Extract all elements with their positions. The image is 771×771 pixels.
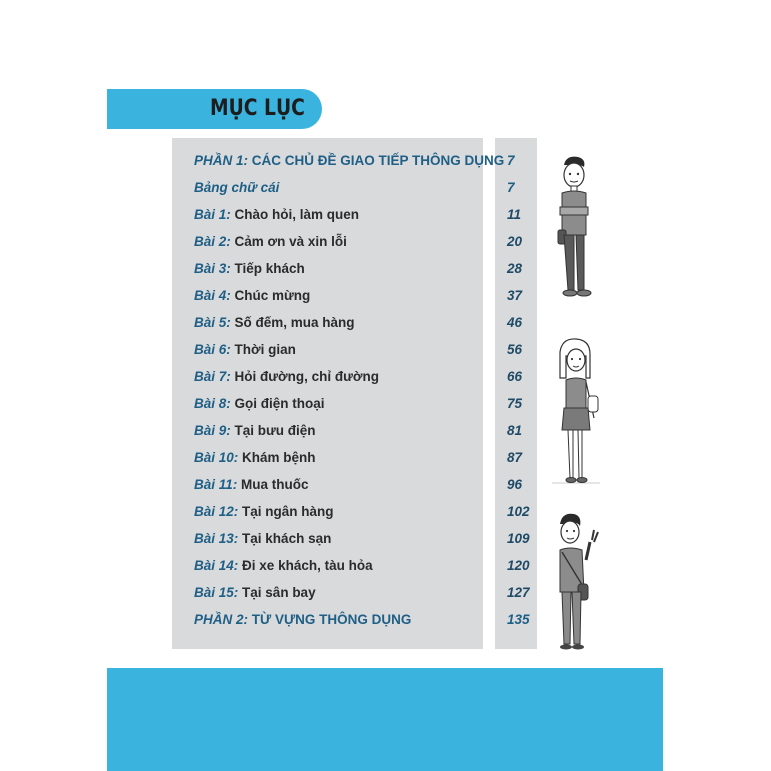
toc-entry-prefix: Bài 15: [194, 585, 239, 600]
toc-page-number: 135 [507, 612, 530, 627]
toc-entry-prefix: Bài 4: [194, 288, 231, 303]
man-peace-sign-figure [550, 512, 602, 652]
toc-entry-prefix: Bài 11: [194, 477, 238, 492]
toc-page-number: 56 [507, 342, 523, 357]
toc-entry-title: CÁC CHỦ ĐỀ GIAO TIẾP THÔNG DỤNG [251, 153, 505, 168]
toc-page-number: 7 [507, 153, 515, 168]
toc-entry [194, 340, 534, 360]
toc-entry-title: Gọi điện thoại [234, 396, 325, 411]
page-title: MỤC LỤC [210, 96, 305, 121]
toc-page-number: 87 [507, 450, 523, 465]
toc-entry-title: Hỏi đường, chỉ đường [234, 369, 380, 384]
toc-entry-title: Mua thuốc [241, 477, 309, 492]
toc-entry-title: Khám bệnh [242, 450, 316, 465]
toc-entry [194, 178, 534, 198]
toc-page-number: 120 [507, 558, 530, 573]
toc-entry [194, 421, 534, 441]
toc-page-number: 28 [507, 261, 523, 276]
toc-page-number: 66 [507, 369, 523, 384]
toc-entry-prefix: Bài 9: [194, 423, 231, 438]
toc-page-number: 75 [507, 396, 523, 411]
toc-entry-title: Bảng chữ cái [194, 180, 280, 195]
toc-entry [194, 556, 534, 576]
toc-page-number: 81 [507, 423, 523, 438]
toc-page-number: 20 [507, 234, 523, 249]
toc-entry-prefix: Bài 13: [194, 531, 239, 546]
toc-page-number: 127 [507, 585, 530, 600]
toc-entry-title: Cảm ơn và xin lỗi [234, 234, 347, 249]
toc-entry-prefix: Bài 12: [194, 504, 239, 519]
toc-entry [194, 502, 534, 522]
toc-entry-prefix: Bài 8: [194, 396, 231, 411]
toc-entry [194, 313, 534, 333]
toc-entry-prefix: Bài 14: [194, 558, 239, 573]
toc-entry-prefix: PHẦN 1: [194, 153, 249, 168]
toc-entry-prefix: Bài 1: [194, 207, 231, 222]
toc-entry [194, 151, 534, 171]
toc-entry-prefix: Bài 7: [194, 369, 231, 384]
toc-page-number: 46 [507, 315, 523, 330]
toc-entry-title: Tại sân bay [242, 585, 316, 600]
toc-entry [194, 286, 534, 306]
toc-entry [194, 583, 534, 603]
toc-page-number: 37 [507, 288, 523, 303]
toc-page-number: 96 [507, 477, 523, 492]
toc-entry-title: Tại ngân hàng [242, 504, 334, 519]
toc-entry [194, 394, 534, 414]
toc-entry-title: Tiếp khách [234, 261, 305, 276]
toc-entry [194, 475, 534, 495]
toc-page-number: 109 [507, 531, 530, 546]
bottom-band [107, 668, 663, 771]
toc-entry [194, 448, 534, 468]
toc-entry-prefix: Bài 6: [194, 342, 231, 357]
woman-with-bag-figure [550, 338, 602, 486]
toc-entry-prefix: Bài 3: [194, 261, 231, 276]
toc-entry-title: Đi xe khách, tàu hỏa [242, 558, 373, 573]
toc-entry [194, 205, 534, 225]
toc-entry-prefix: Bài 10: [194, 450, 239, 465]
toc-entry-title: Tại bưu điện [234, 423, 316, 438]
man-with-arms-crossed-figure [552, 155, 602, 300]
toc-entry-title: Thời gian [234, 342, 296, 357]
toc-page-number: 11 [507, 207, 522, 222]
toc-entry-title: Chào hỏi, làm quen [234, 207, 360, 222]
toc-entry [194, 529, 534, 549]
toc-entry-title: Chúc mừng [234, 288, 311, 303]
toc-entry [194, 259, 534, 279]
toc-entry-title: TỪ VỰNG THÔNG DỤNG [251, 612, 412, 627]
toc-entry-prefix: Bài 2: [194, 234, 231, 249]
toc-entry-prefix: PHẦN 2: [194, 612, 249, 627]
toc-entry-prefix: Bài 5: [194, 315, 231, 330]
toc-page-number: 102 [507, 504, 530, 519]
toc-entry [194, 367, 534, 387]
toc-entry [194, 610, 534, 630]
toc-entry-title: Số đếm, mua hàng [234, 315, 355, 330]
toc-page-number: 7 [507, 180, 515, 195]
toc-entry-title: Tại khách sạn [242, 531, 332, 546]
toc-entry [194, 232, 534, 252]
